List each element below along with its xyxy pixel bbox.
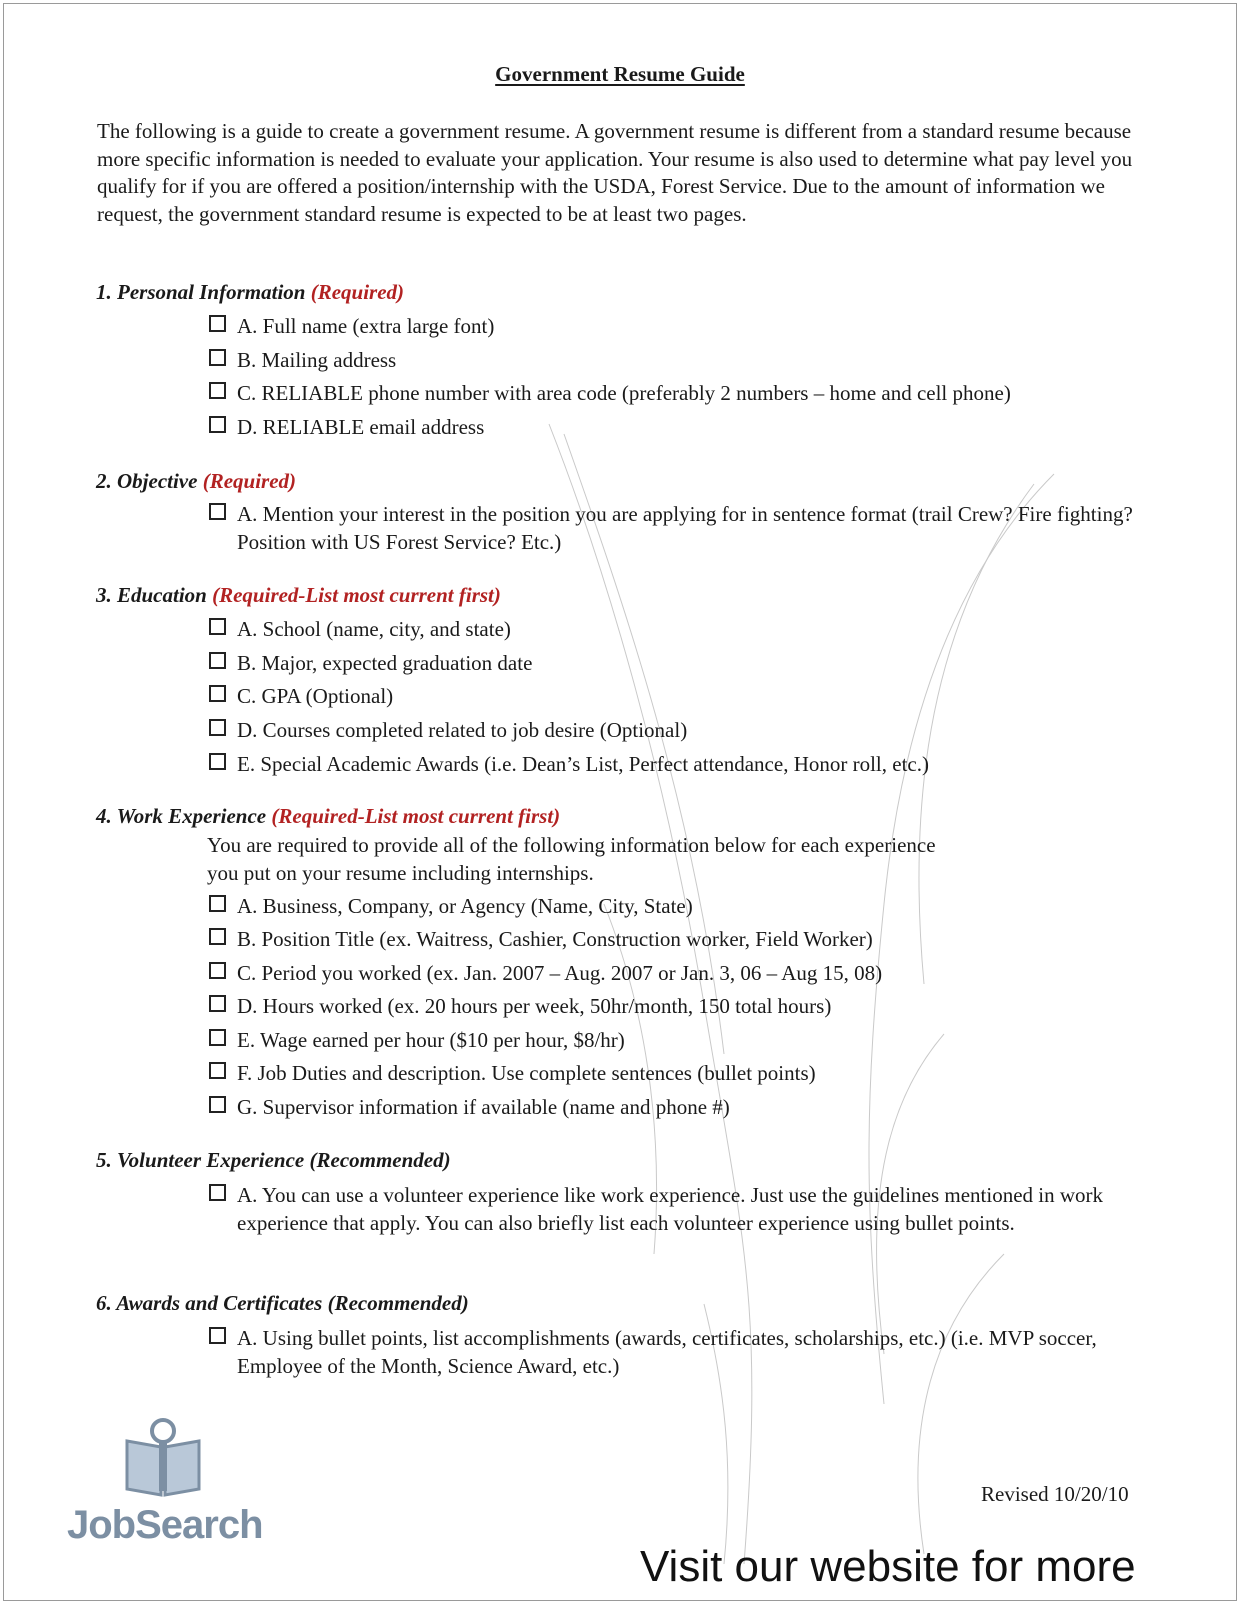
- checkbox[interactable]: [209, 895, 226, 912]
- item-label: A. Business, Company, or Agency (Name, City, State): [237, 894, 693, 918]
- item-label: A. School (name, city, and state): [237, 617, 511, 641]
- recommended-tag: (Recommended): [309, 1148, 451, 1172]
- checklist-item: [209, 893, 1139, 921]
- section-heading-volunteer-experience: [96, 1148, 451, 1173]
- checkbox[interactable]: [209, 315, 226, 332]
- item-label: A. Full name (extra large font): [237, 314, 495, 338]
- checkbox[interactable]: [209, 753, 226, 770]
- item-label: A. Using bullet points, list accomplishments (awards, certificates, scholarships, etc.) (i.e. MVP soccer, Employee of the Month, Science Award, etc.): [237, 1326, 1097, 1378]
- checkbox[interactable]: [209, 1327, 226, 1344]
- item-label: B. Position Title (ex. Waitress, Cashier, Construction worker, Field Worker): [237, 927, 873, 951]
- item-label: C. Period you worked (ex. Jan. 2007 – Aug. 2007 or Jan. 3, 06 – Aug 15, 08): [237, 961, 883, 985]
- checklist-item: [209, 1094, 1139, 1122]
- section-title: 5. Volunteer Experience: [96, 1148, 305, 1172]
- checklist-item: [209, 1027, 1139, 1055]
- section-heading-work-experience: [96, 804, 560, 829]
- checklist-item: [209, 1182, 1139, 1237]
- checklist-item: [209, 380, 1139, 408]
- checklist-item: [209, 717, 1139, 745]
- section-heading-awards-certificates: [96, 1291, 469, 1316]
- item-label: G. Supervisor information if available (name and phone #): [237, 1095, 730, 1119]
- jobsearch-logo[interactable]: [67, 1417, 267, 1547]
- section-title: 4. Work Experience: [96, 804, 267, 828]
- item-label: B. Major, expected graduation date: [237, 651, 533, 675]
- checkbox[interactable]: [209, 618, 226, 635]
- checklist-item: [209, 650, 1139, 678]
- checkbox[interactable]: [209, 1062, 226, 1079]
- checklist-item: [209, 1060, 1139, 1088]
- checklist-item: [209, 616, 1139, 644]
- checklist-item: [209, 751, 1139, 779]
- checklist-item: [209, 347, 1139, 375]
- checkbox[interactable]: [209, 416, 226, 433]
- checkbox[interactable]: [209, 995, 226, 1012]
- work-experience-note: You are required to provide all of the following information below for each experience you put on your resume including internships.: [207, 833, 936, 885]
- revised-date: Revised 10/20/10: [981, 1482, 1129, 1506]
- item-label: C. GPA (Optional): [237, 684, 394, 708]
- required-tag: (Required-List most current first): [212, 583, 501, 607]
- magnifier-book-icon: [123, 1417, 203, 1501]
- checkbox[interactable]: [209, 503, 226, 520]
- checkbox[interactable]: [209, 719, 226, 736]
- item-label: A. You can use a volunteer experience like work experience. Just use the guidelines mentioned in work experience that apply. You can also briefly list each volunteer experience using bullet points.: [237, 1183, 1104, 1235]
- item-label: A. Mention your interest in the position you are applying for in sentence format (trail Crew? Fire fighting? Position with US Forest Service? Etc.): [237, 502, 1133, 554]
- checklist-item: [209, 993, 1139, 1021]
- checklist-item: [209, 414, 1139, 442]
- logo-text: JobSearch: [67, 1503, 263, 1547]
- required-tag: (Required): [202, 469, 297, 493]
- checkbox[interactable]: [209, 928, 226, 945]
- intro-paragraph: The following is a guide to create a government resume. A government resume is different from a standard resume because more specific information is needed to evaluate your application. Your resume is also used to determine what pay level you qualify for if you are offered a position/internship with the USDA, Forest Service. Due to the amount of information we request, the government standard resume is expected to be at least two pages.: [97, 119, 1133, 226]
- item-label: D. RELIABLE email address: [237, 415, 485, 439]
- section-title: 2. Objective: [96, 469, 198, 493]
- section-title: 6. Awards and Certificates: [96, 1291, 323, 1315]
- visit-website-banner[interactable]: Visit our website for more: [640, 1542, 1136, 1591]
- section-heading-personal-information: [96, 280, 404, 305]
- checklist-item: [209, 926, 1139, 954]
- document-title: Government Resume Guide: [495, 62, 745, 86]
- required-tag: (Required): [310, 280, 405, 304]
- checklist-item: [209, 1325, 1139, 1380]
- checklist-item: [209, 501, 1139, 556]
- checklist-item: [209, 683, 1139, 711]
- item-label: B. Mailing address: [237, 348, 397, 372]
- section-title: 1. Personal Information: [96, 280, 306, 304]
- item-label: D. Courses completed related to job desire (Optional): [237, 718, 688, 742]
- checkbox[interactable]: [209, 685, 226, 702]
- checkbox[interactable]: [209, 1184, 226, 1201]
- checkbox[interactable]: [209, 382, 226, 399]
- checkbox[interactable]: [209, 652, 226, 669]
- section-heading-objective: [96, 469, 296, 494]
- checkbox[interactable]: [209, 1029, 226, 1046]
- checkbox[interactable]: [209, 1096, 226, 1113]
- checkbox[interactable]: [209, 962, 226, 979]
- item-label: E. Wage earned per hour ($10 per hour, $8/hr): [237, 1028, 625, 1052]
- checklist-item: [209, 960, 1139, 988]
- item-label: E. Special Academic Awards (i.e. Dean’s List, Perfect attendance, Honor roll, etc.): [237, 752, 929, 776]
- recommended-tag: (Recommended): [327, 1291, 469, 1315]
- required-tag: (Required-List most current first): [271, 804, 561, 828]
- checklist-item: [209, 313, 1139, 341]
- item-label: D. Hours worked (ex. 20 hours per week, 50hr/month, 150 total hours): [237, 994, 832, 1018]
- item-label: C. RELIABLE phone number with area code (preferably 2 numbers – home and cell phone): [237, 381, 1011, 405]
- checkbox[interactable]: [209, 349, 226, 366]
- section-title: 3. Education: [96, 583, 207, 607]
- item-label: F. Job Duties and description. Use complete sentences (bullet points): [237, 1061, 816, 1085]
- section-heading-education: [96, 583, 501, 608]
- document-page: [3, 3, 1237, 1601]
